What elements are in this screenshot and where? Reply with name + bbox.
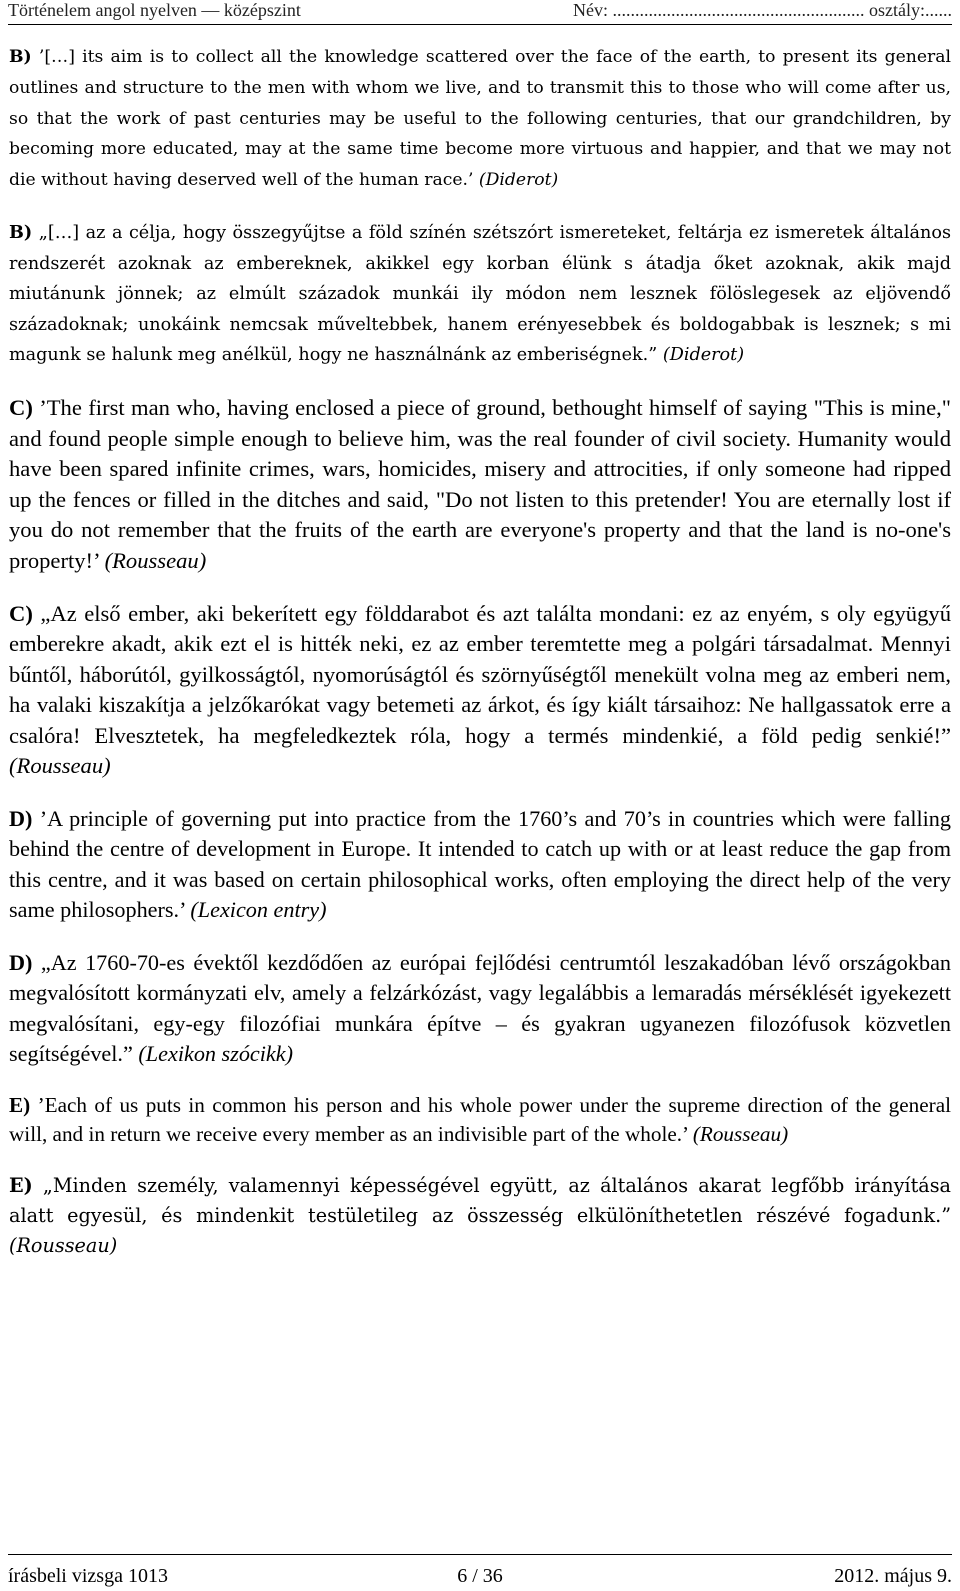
source-quote: „Minden személy, valamennyi képességével együtt, az általános akarat legfőbb irányítása alatt egyesül, és mindenkit testületileg az összesség elkülöníthetetlen részévé fogadunk.” (9, 1174, 951, 1227)
source-label: C) (9, 600, 33, 626)
source-text-b-hungarian (9, 218, 951, 371)
source-author: (Rousseau) (9, 1233, 118, 1257)
source-label: C) (9, 394, 33, 420)
page-footer (8, 1554, 952, 1591)
source-author: (Lexikon szócikk) (138, 1040, 294, 1066)
source-quote: „Az első ember, aki bekerített egy földdarabot és azt találta mondani: ez az enyém, s oly együgyű emberekre akadt, akik ezt el is hitték neki, ez az ember teremtette meg a polgári társadalmat. Mennyi bűntől, háborútól, gyilkosságtól, nyomorúságtól és szörnyűségtől menekült volna meg az emberi nem, ha valaki kiszakítja a jelzőkarókat vagy betemeti az árkot, és így kiált társaihoz: Ne hallgassatok erre a csalóra! Elvesztetek, ha megfeledkeztek róla, hogy a termés mindenkié, a föld pedig senkié!” (9, 600, 951, 748)
source-label: E) (9, 1093, 31, 1118)
header-title: Történelem angol nyelven — középszint (8, 0, 301, 20)
source-label: B) (9, 221, 33, 243)
source-text-e-english (9, 1091, 951, 1149)
source-quote: ’A principle of governing put into practice from the 1760’s and 70’s in countries which were falling behind the centre of development in Europe. It intended to catch up with or at least reduce the gap from this centre, and it was based on certain philosophical works, often employing the direct help of the very same philosophers.’ (9, 806, 951, 923)
source-text-c-english (9, 393, 951, 577)
document-body (9, 42, 951, 1282)
page-header (8, 0, 952, 25)
header-name-field: Név: ........................................................ osztály:...... (573, 0, 952, 20)
source-text-b-english (9, 42, 951, 196)
source-quote: „[…] az a célja, hogy összegyűjtse a föld színén szétszórt ismereteket, feltárja ez ismeretek általános rendszerét azoknak az embereknek, akikkel egy korban élünk s átadja őket azoknak, akik majd miutánunk jönnek; az elmúlt századok munkái ily módon nem lesznek fölöslegesek az eljövendő századoknak; unokáink nemcsak műveltebbek, hanem erényesebbek és boldogabbak is lesznek; s mi magunk se halunk meg anélkül, hogy ne használnánk az emberiségnek.” (9, 222, 951, 366)
source-author: (Diderot) (662, 345, 745, 366)
source-author: (Lexicon entry) (190, 897, 327, 923)
source-label: D) (9, 949, 33, 975)
source-author: (Rousseau) (9, 753, 111, 779)
source-quote: ’Each of us puts in common his person and his whole power under the supreme direction of the general will, and in return we receive every member as an indivisible part of the whole.’ (9, 1093, 952, 1147)
footer-date: 2012. május 9. (834, 1565, 952, 1587)
source-quote: ’The first man who, having enclosed a piece of ground, bethought himself of saying "This is mine," and found people simple enough to believe him, was the real founder of civil society. Humanity would have been spared infinite crimes, wars, homicides, misery and attrocities, if only someone had ripped up the fences or filled in the ditches and said, "Do not listen to this pretender! You are eternally lost if you do not remember that the fruits of the earth are everyone's property and that the land is no-one's property!’ (9, 394, 951, 573)
source-quote: „Az 1760-70-es évektől kezdődően az európai fejlődési centrumtól leszakadóban lévő országokban megvalósított kormányzati elv, amely a felzárkózást, vagy legalábbis a lemaradás mérséklését igyekezett megvalósítani, egy-egy filozófiai munkára építve – és gyakran ugyanezen filozófusok közvetlen segítségével.” (9, 949, 952, 1066)
footer-page-number: 6 / 36 (457, 1565, 503, 1587)
source-text-d-hungarian (9, 948, 951, 1070)
source-label: B) (9, 47, 32, 67)
source-author: (Diderot) (478, 170, 559, 191)
source-author: (Rousseau) (692, 1122, 789, 1147)
source-label: D) (9, 806, 33, 832)
footer-exam-code: írásbeli vizsga 1013 (8, 1565, 168, 1587)
source-text-e-hungarian (9, 1171, 951, 1260)
source-text-d-english (9, 804, 951, 926)
source-author: (Rousseau) (104, 547, 207, 573)
source-text-c-hungarian (9, 599, 951, 783)
source-quote: ’[…] its aim is to collect all the knowledge scattered over the face of the earth, to present its general outlines and structure to the men with whom we live, and to transmit this to those who will come after us, so that the work of past centuries may be useful to the following centuries, that our grandchildren, by becoming more educated, may at the same time become more virtuous and happier, and that we may not die without having deserved well of the human race.’ (9, 47, 952, 191)
source-label: E) (9, 1174, 33, 1198)
